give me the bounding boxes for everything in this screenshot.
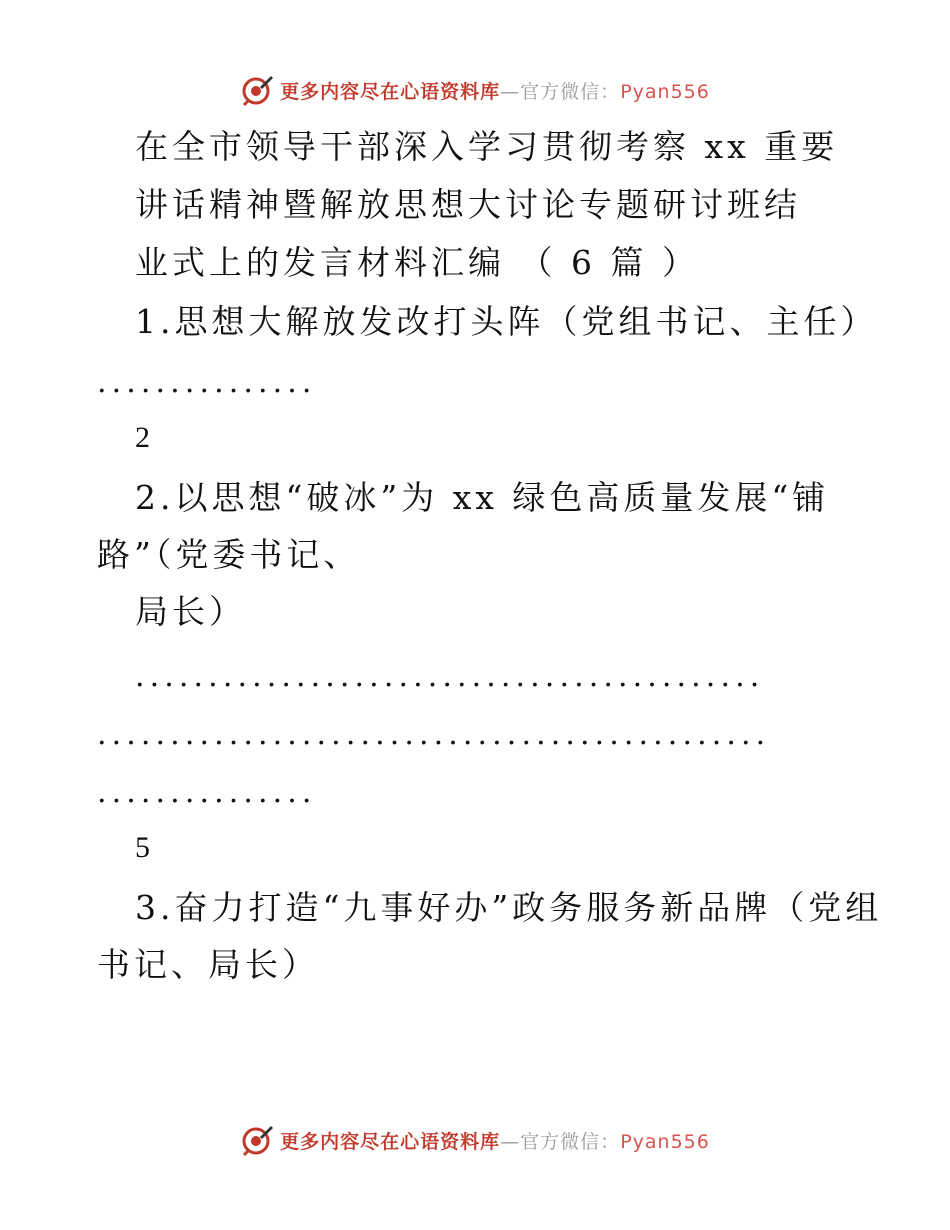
pen-logo-icon bbox=[240, 1123, 274, 1157]
toc-entry-2-title-line-3: 局长） bbox=[135, 592, 246, 631]
toc-entry-3-title-line-1: 3.奋力打造“九事好办”政务服务新品牌（党组 bbox=[135, 888, 883, 927]
banner-dash: — bbox=[500, 1130, 521, 1153]
footer-banner bbox=[0, 1120, 950, 1160]
toc-entry-3-title-line-2: 书记、局长） bbox=[97, 945, 319, 984]
title-line-3: 业式上的发言材料汇编 （ 6 篇 ） bbox=[135, 243, 699, 282]
header-banner bbox=[0, 70, 950, 110]
toc-entry-2-leader-3: ............... bbox=[97, 775, 317, 810]
banner-text bbox=[280, 1127, 710, 1154]
toc-entry-2-title-line-1: 2.以思想“破冰”为 xx 绿色高质量发展“铺 bbox=[135, 478, 830, 517]
banner-dash: — bbox=[500, 80, 521, 103]
toc-entry-1-leader: ............... bbox=[97, 365, 317, 400]
banner-wechat-id: Pyan556 bbox=[620, 80, 710, 103]
pen-logo-icon bbox=[240, 73, 274, 107]
banner-wechat-id: Pyan556 bbox=[620, 1130, 710, 1153]
toc-entry-1-title: 1.思想大解放发改打头阵（党组书记、主任） bbox=[135, 302, 878, 341]
toc-entry-2-leader-1: ........................................... bbox=[135, 659, 765, 694]
title-line-2: 讲话精神暨解放思想大讨论专题研讨班结 bbox=[135, 185, 801, 224]
banner-official-label: 官方微信： bbox=[520, 1130, 621, 1153]
banner-official-label: 官方微信： bbox=[520, 80, 621, 103]
toc-entry-2-leader-2: .............................................. bbox=[97, 717, 771, 752]
banner-main-text: 更多内容尽在心语资料库 bbox=[280, 1130, 501, 1153]
banner-main-text: 更多内容尽在心语资料库 bbox=[280, 80, 501, 103]
toc-entry-2-title-line-2: 路”（党委书记、 bbox=[97, 535, 361, 574]
banner-text bbox=[280, 77, 710, 104]
title-line-1: 在全市领导干部深入学习贯彻考察 xx 重要 bbox=[135, 127, 839, 166]
toc-entry-1-page: 2 bbox=[135, 421, 150, 454]
toc-entry-2-page: 5 bbox=[135, 831, 150, 864]
